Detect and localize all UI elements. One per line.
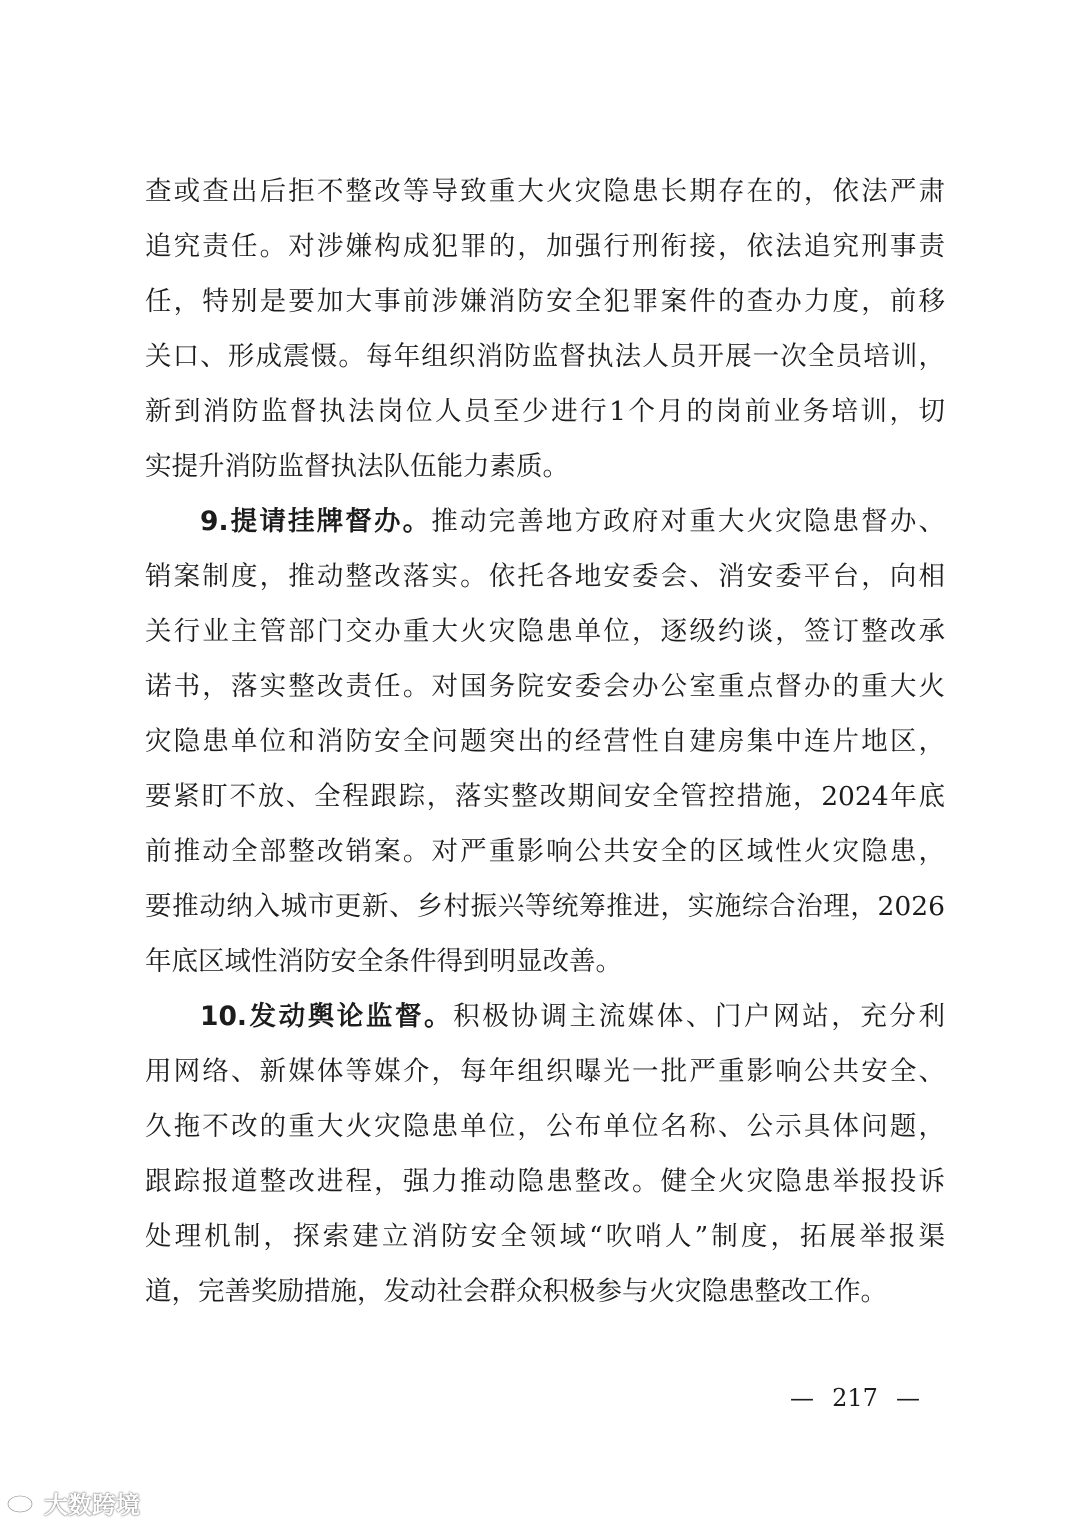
body-line: 查或查出后拒不整改等导致重大火灾隐患长期存在的，依法严肃 <box>145 176 945 207</box>
section-10-heading: 10.发动舆论监督。 <box>200 1001 454 1032</box>
body-line: 新到消防监督执法岗位人员至少进行1个月的岗前业务培训，切 <box>145 396 945 427</box>
watermark-text: 大数跨境 <box>44 1490 140 1519</box>
section-10-first-text: 积极协调主流媒体、门户网站，充分利 <box>453 1001 946 1032</box>
section-9-heading: 9.提请挂牌督办。 <box>200 506 432 537</box>
body-line: 跟踪报道整改进程，强力推动隐患整改。健全火灾隐患举报投诉 <box>145 1166 945 1197</box>
body-line: 久拖不改的重大火灾隐患单位，公布单位名称、公示具体问题， <box>145 1111 945 1142</box>
body-line: 要推动纳入城市更新、乡村振兴等统筹推进，实施综合治理，2026 <box>145 891 945 922</box>
body-line: 实提升消防监督执法队伍能力素质。 <box>145 451 569 482</box>
body-line: 关口、形成震慑。每年组织消防监督执法人员开展一次全员培训， <box>145 341 945 372</box>
page-number <box>790 1378 920 1418</box>
weibo-logo-icon <box>6 1490 40 1514</box>
body-line: 前推动全部整改销案。对严重影响公共安全的区域性火灾隐患， <box>145 836 945 867</box>
body-line: 用网络、新媒体等媒介，每年组织曝光一批严重影响公共安全、 <box>145 1056 945 1087</box>
body-line: 要紧盯不放、全程跟踪，落实整改期间安全管控措施，2024年底 <box>145 781 945 812</box>
body-line: 追究责任。对涉嫌构成犯罪的，加强行刑衔接，依法追究刑事责 <box>145 231 945 262</box>
body-line: 关行业主管部门交办重大火灾隐患单位，逐级约谈，签订整改承 <box>145 616 945 647</box>
section-10-first-line <box>200 997 945 1037</box>
page-number-dash-right: — <box>896 1384 920 1412</box>
page-number-value: 217 <box>832 1384 878 1412</box>
body-line: 处理机制，探索建立消防安全领域“吹哨人”制度，拓展举报渠 <box>145 1221 945 1252</box>
body-line: 任，特别是要加大事前涉嫌消防安全犯罪案件的查办力度，前移 <box>145 286 945 317</box>
body-line: 诺书，落实整改责任。对国务院安委会办公室重点督办的重大火 <box>145 671 945 702</box>
section-9-first-line <box>200 502 945 542</box>
body-line: 道，完善奖励措施，发动社会群众积极参与火灾隐患整改工作。 <box>145 1276 887 1307</box>
page-number-dash-left: — <box>790 1384 814 1412</box>
watermark <box>6 1486 140 1518</box>
body-line: 销案制度，推动整改落实。依托各地安委会、消安委平台，向相 <box>145 561 945 592</box>
body-line: 年底区域性消防安全条件得到明显改善。 <box>145 946 622 977</box>
section-9-first-text: 推动完善地方政府对重大火灾隐患督办、 <box>431 506 945 537</box>
body-line: 灾隐患单位和消防安全问题突出的经营性自建房集中连片地区， <box>145 726 945 757</box>
